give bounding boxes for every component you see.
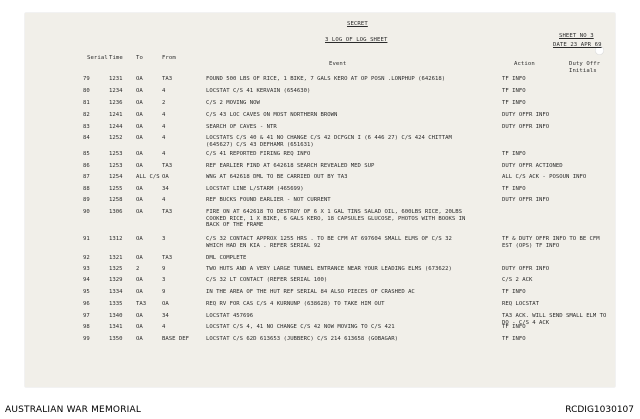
from-cell: BASE DEF	[162, 336, 189, 342]
serial-cell: 83	[83, 124, 90, 130]
event-cell: REF EARLIER FIND AT 642618 SEARCH REVEALED MED SUP	[206, 163, 375, 169]
to-cell: OA	[136, 88, 143, 94]
action-cell: TF INFO	[502, 186, 526, 192]
event-cell: TWO HUTS AND A VERY LARGE TUNNEL ENTRANCE NEAR YOUR LEADING ELMS (673622)	[206, 266, 452, 272]
action-cell: TF INFO	[502, 289, 526, 295]
to-cell: OA	[136, 197, 143, 203]
event-cell: C/S 43 LOC CAVES ON MOST NORTHERN BROWN	[206, 112, 338, 118]
to-cell: 2	[136, 266, 140, 272]
from-cell: 4	[162, 135, 166, 141]
sheet-number: SHEET NO 3	[559, 33, 594, 39]
action-cell: TF INFO	[502, 151, 526, 157]
to-cell: OA	[136, 135, 143, 141]
event-cell: LOCSTAT C/S 41 KERVAIN (654630)	[206, 88, 311, 94]
to-cell: OA	[136, 324, 143, 330]
action-cell: TF & DUTY OFFR INFO TO BE CFM EST (OPS) TF INFO	[502, 236, 600, 249]
serial-cell: 91	[83, 236, 90, 242]
log-sheet-page	[25, 13, 615, 387]
to-cell: OA	[136, 186, 143, 192]
serial-cell: 85	[83, 151, 90, 157]
serial-cell: 86	[83, 163, 90, 169]
event-cell: C/S 32 CONTACT APPROX 1255 HRS . TO BE CFM AT 697604 SMALL ELMS OF C/S 32 WHICH HAD EN KIA . REFER SERIAL 92	[206, 236, 452, 249]
serial-cell: 81	[83, 100, 90, 106]
col-time-header: Time	[109, 55, 123, 61]
time-cell: 1231	[109, 76, 123, 82]
time-cell: 1325	[109, 266, 123, 272]
time-cell: 1312	[109, 236, 123, 242]
sheet-subtitle: 3 LOG OF LOG SHEET	[325, 37, 388, 43]
to-cell: OA	[136, 336, 143, 342]
to-cell: OA	[136, 313, 143, 319]
event-cell: REQ RV FOR CAS C/S 4 KURNUNP (638628) TO TAKE HIM OUT	[206, 301, 385, 307]
action-cell: TF INFO	[502, 324, 526, 330]
from-cell: OA	[162, 174, 169, 180]
to-cell: ALL C/S	[136, 174, 160, 180]
serial-cell: 97	[83, 313, 90, 319]
serial-cell: 92	[83, 255, 90, 261]
col-duty-offr-header: Duty Offr	[569, 61, 601, 67]
action-cell: TF INFO	[502, 76, 526, 82]
event-cell: C/S 2 MOVING NOW	[206, 100, 260, 106]
to-cell: OA	[136, 100, 143, 106]
event-cell: WNG AT 642618 DML TO BE CARRIED OUT BY TA3	[206, 174, 348, 180]
serial-cell: 82	[83, 112, 90, 118]
serial-cell: 99	[83, 336, 90, 342]
event-cell: LOCSTAT LINE L/STARM (465699)	[206, 186, 304, 192]
action-cell: DUTY OFFR INFO	[502, 124, 550, 130]
to-cell: OA	[136, 124, 143, 130]
action-cell: TF INFO	[502, 88, 526, 94]
col-to-header: To	[136, 55, 143, 61]
from-cell: 4	[162, 197, 166, 203]
to-cell: OA	[136, 209, 143, 215]
col-action-header: Action	[514, 61, 535, 67]
to-cell: TA3	[136, 301, 147, 307]
time-cell: 1341	[109, 324, 123, 330]
event-cell: LOCSTAT C/S 62D 613653 (JUBBERC) C/S 214 613658 (GOBAGAR)	[206, 336, 398, 342]
from-cell: 4	[162, 151, 166, 157]
from-cell: 4	[162, 124, 166, 130]
serial-cell: 79	[83, 76, 90, 82]
from-cell: 9	[162, 289, 166, 295]
time-cell: 1234	[109, 88, 123, 94]
serial-cell: 95	[83, 289, 90, 295]
time-cell: 1241	[109, 112, 123, 118]
to-cell: OA	[136, 289, 143, 295]
serial-cell: 84	[83, 135, 90, 141]
serial-cell: 80	[83, 88, 90, 94]
from-cell: 4	[162, 88, 166, 94]
serial-cell: 93	[83, 266, 90, 272]
event-cell: LOCSTAT C/S 4, 41 NO CHANGE C/S 42 NOW MOVING TO C/S 421	[206, 324, 395, 330]
time-cell: 1329	[109, 277, 123, 283]
time-cell: 1254	[109, 174, 123, 180]
archive-name: AUSTRALIAN WAR MEMORIAL	[5, 405, 142, 415]
action-cell: C/S 2 ACK	[502, 277, 533, 283]
time-cell: 1340	[109, 313, 123, 319]
from-cell: 9	[162, 266, 166, 272]
event-cell: LOCSTATS C/S 40 & 41 NO CHANGE C/S 42 DCFGCN I (6 446 27) C/S 424 CHITTAM (645627) C/S 43 DEFHAMR (651631)	[206, 135, 452, 148]
time-cell: 1334	[109, 289, 123, 295]
to-cell: OA	[136, 277, 143, 283]
serial-cell: 98	[83, 324, 90, 330]
action-cell: TA3 ACK. WILL SEND SMALL ELM TO DO - C/S 4 ACK	[502, 313, 607, 326]
from-cell: 2	[162, 100, 166, 106]
from-cell: OA	[162, 301, 169, 307]
time-cell: 1252	[109, 135, 123, 141]
from-cell: 4	[162, 324, 166, 330]
to-cell: OA	[136, 151, 143, 157]
event-cell: C/S 41 REPORTED FIRING REQ INFO	[206, 151, 311, 157]
to-cell: OA	[136, 236, 143, 242]
archive-reference: RCDIG1030107	[565, 405, 634, 415]
time-cell: 1255	[109, 186, 123, 192]
from-cell: 34	[162, 186, 169, 192]
archive-footer	[0, 401, 640, 419]
event-cell: LOCSTAT 457696	[206, 313, 254, 319]
time-cell: 1253	[109, 163, 123, 169]
col-event-header: Event	[329, 61, 347, 67]
serial-cell: 90	[83, 209, 90, 215]
col-initials-header: Initials	[569, 68, 597, 74]
time-cell: 1306	[109, 209, 123, 215]
action-cell: DUTY OFFR INFO	[502, 197, 550, 203]
time-cell: 1236	[109, 100, 123, 106]
event-cell: IN THE AREA OF THE HUT REF SERIAL 84 ALSO PIECES OF CRASHED AC	[206, 289, 415, 295]
action-cell: DUTY OFFR ACTIONED	[502, 163, 563, 169]
from-cell: TA3	[162, 163, 173, 169]
serial-cell: 94	[83, 277, 90, 283]
serial-cell: 88	[83, 186, 90, 192]
to-cell: OA	[136, 255, 143, 261]
event-cell: REF BUCKS FOUND EARLIER - NOT CURRENT	[206, 197, 331, 203]
from-cell: TA3	[162, 76, 173, 82]
col-from-header: From	[162, 55, 176, 61]
col-serial-header: Serial	[87, 55, 108, 61]
to-cell: OA	[136, 163, 143, 169]
from-cell: 34	[162, 313, 169, 319]
time-cell: 1335	[109, 301, 123, 307]
action-cell: REQ LOCSTAT	[502, 301, 540, 307]
from-cell: TA3	[162, 209, 173, 215]
time-cell: 1321	[109, 255, 123, 261]
event-cell: SEARCH OF CAVES - NTR	[206, 124, 277, 130]
classification-marking: SECRET	[347, 21, 368, 27]
event-cell: DML COMPLETE	[206, 255, 247, 261]
serial-cell: 96	[83, 301, 90, 307]
from-cell: TA3	[162, 255, 173, 261]
action-cell: DUTY OFFR INFO	[502, 266, 550, 272]
time-cell: 1253	[109, 151, 123, 157]
serial-cell: 89	[83, 197, 90, 203]
event-cell: FOUND 500 LBS OF RICE, 1 BIKE, 7 GALS KERO AT OP POSN .LONPHUP (642618)	[206, 76, 446, 82]
action-cell: ALL C/S ACK - POSOUN INFO	[502, 174, 587, 180]
sheet-date: DATE 23 APR 69	[553, 42, 602, 48]
from-cell: 3	[162, 277, 166, 283]
event-cell: C/S 32 LT CONTACT (REFER SERIAL 100)	[206, 277, 328, 283]
serial-cell: 87	[83, 174, 90, 180]
action-cell: DUTY OFFR INFO	[502, 112, 550, 118]
time-cell: 1258	[109, 197, 123, 203]
from-cell: 4	[162, 112, 166, 118]
to-cell: OA	[136, 112, 143, 118]
from-cell: 3	[162, 236, 166, 242]
event-cell: FIRE ON AT 642618 TO DESTROY OF 6 X 1 GAL TINS SALAD OIL, 600LBS RICE, 20LBS COOKED RICE, 1 X BIKE, 6 GALS KERO, 18 CAPSULES GLUCOSE, PHOTOS WITH BOOKS IN BACK OF THE FRAME	[206, 209, 466, 229]
to-cell: OA	[136, 76, 143, 82]
action-cell: TF INFO	[502, 100, 526, 106]
time-cell: 1244	[109, 124, 123, 130]
action-cell: TF INFO	[502, 336, 526, 342]
time-cell: 1350	[109, 336, 123, 342]
